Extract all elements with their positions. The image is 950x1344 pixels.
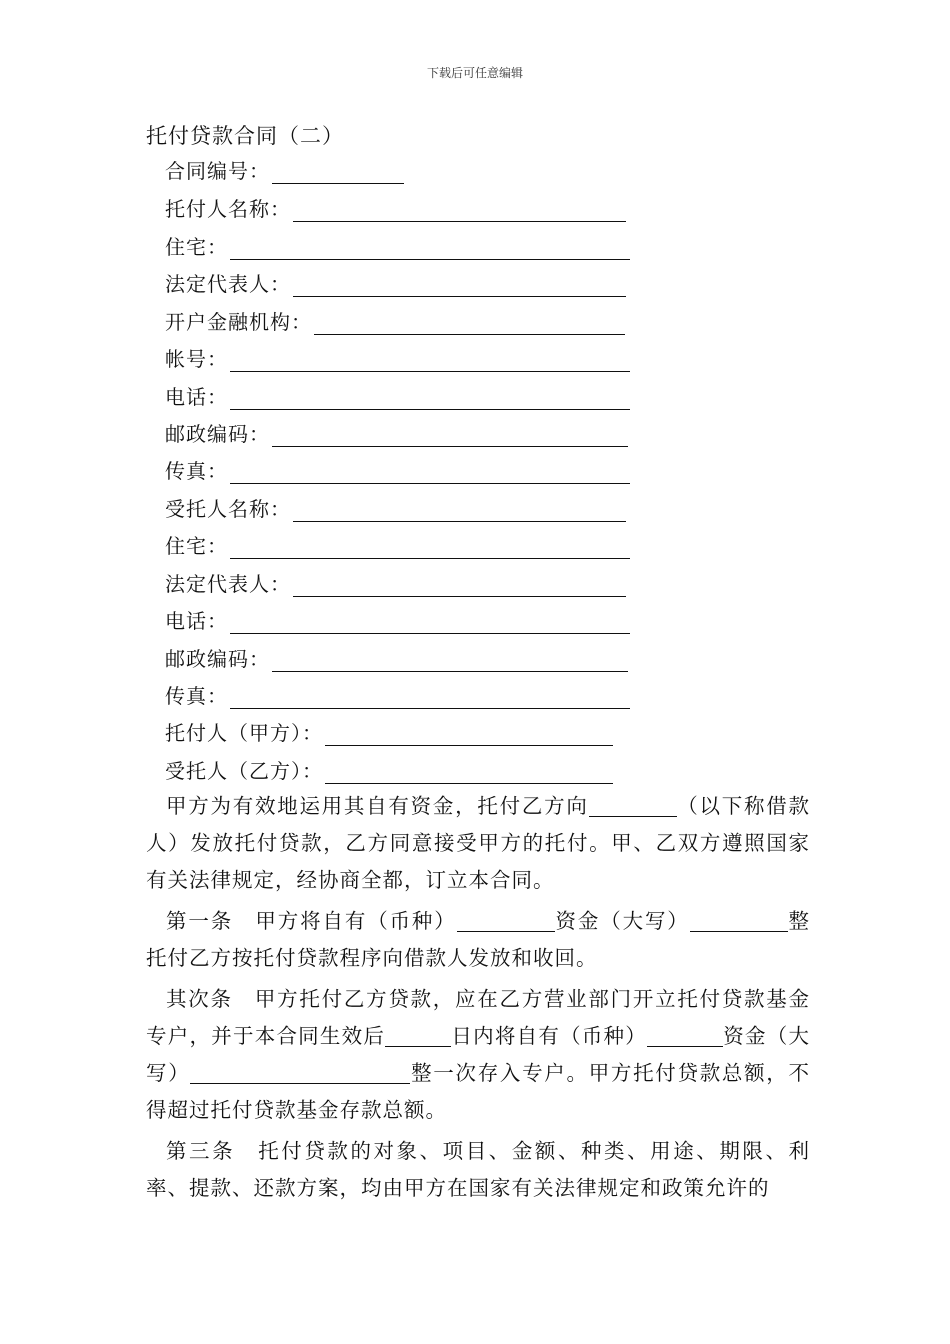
field-party-a [165, 716, 613, 746]
text-run: 日内将自有（币种） [451, 1024, 648, 1048]
paragraph-article-3 [146, 1133, 810, 1207]
field-trustee-address [165, 529, 630, 559]
fill-in-line[interactable] [293, 499, 626, 522]
fill-in-line[interactable] [272, 161, 404, 184]
field-principal-fax [165, 454, 630, 484]
field-label: 受托人（乙方）： [165, 759, 323, 783]
paragraph-article-1 [146, 903, 810, 977]
text-run: 资金（大写） [554, 909, 690, 933]
fill-in-line[interactable] [230, 349, 630, 372]
document-title: 托付贷款合同（二） [146, 124, 344, 148]
text-run: 甲方为有效地运用其自有资金，托付乙方向 [166, 794, 589, 818]
field-label: 法定代表人： [165, 572, 291, 596]
fill-in-line[interactable] [325, 761, 613, 784]
field-principal-address [165, 230, 630, 260]
fill-in-line[interactable] [293, 199, 626, 222]
field-trustee-legal-rep [165, 567, 626, 597]
paragraph-intro [146, 788, 810, 899]
fill-in-line[interactable] [230, 611, 630, 634]
contract-body [146, 788, 810, 1207]
fill-in-line[interactable] [293, 274, 626, 297]
header-note: 下载后可任意编辑 [426, 66, 523, 80]
fill-in-line[interactable] [230, 237, 630, 260]
field-label: 住宅： [165, 534, 228, 558]
field-label: 住宅： [165, 235, 228, 259]
field-trustee-fax [165, 679, 630, 709]
fill-in-blank[interactable] [589, 794, 677, 817]
fill-in-line[interactable] [272, 424, 628, 447]
field-label: 合同编号： [165, 159, 270, 183]
field-label: 邮政编码： [165, 422, 270, 446]
field-principal-postcode [165, 417, 628, 447]
text-run: 整一次存入专户。甲方托付贷款总额，不得超过托付贷款基金存款总额。 [146, 1061, 811, 1122]
field-label: 传真： [165, 684, 228, 708]
fill-in-blank[interactable] [385, 1024, 451, 1047]
field-party-b [165, 754, 613, 784]
fill-in-blank[interactable] [647, 1024, 723, 1047]
field-label: 受托人名称： [165, 497, 291, 521]
field-label: 托付人名称： [165, 197, 291, 221]
fill-in-line[interactable] [230, 387, 630, 410]
field-principal-bank [165, 305, 625, 335]
fill-in-line[interactable] [230, 686, 630, 709]
fill-in-line[interactable] [272, 649, 628, 672]
field-principal-phone [165, 380, 630, 410]
field-trustee-postcode [165, 642, 628, 672]
field-label: 法定代表人： [165, 272, 291, 296]
text-run: 第三条 托付贷款的对象、项目、金额、种类、用途、期限、利率、提款、还款方案，均由甲方在国家有关法律规定和政策允许的 [146, 1139, 810, 1200]
fill-in-blank[interactable] [190, 1061, 410, 1084]
text-run: 其次条 甲方托付乙方贷款，应在乙方营业部门开立托付贷款基金专户，并于本合同生效后 [146, 987, 810, 1048]
fill-in-line[interactable] [293, 574, 626, 597]
fill-in-line[interactable] [230, 461, 630, 484]
paragraph-article-2 [146, 981, 810, 1129]
fill-in-line[interactable] [230, 536, 630, 559]
field-label: 电话： [165, 609, 228, 633]
fill-in-line[interactable] [314, 312, 625, 335]
field-label: 传真： [165, 459, 228, 483]
text-run: 第一条 甲方将自有（币种） [166, 909, 457, 933]
text-run: 整托付乙方按托付贷款程序向借款人发放和收回。 [146, 909, 811, 970]
fill-in-blank[interactable] [457, 909, 555, 932]
field-principal-account [165, 342, 630, 372]
field-label: 帐号： [165, 347, 228, 371]
text-run: 资金（大写） [146, 1024, 811, 1085]
field-label: 电话： [165, 385, 228, 409]
field-trustee-name [165, 492, 626, 522]
field-label: 邮政编码： [165, 647, 270, 671]
text-run: （以下称借款人）发放托付贷款，乙方同意接受甲方的托付。甲、乙双方遵照国家有关法律规定，经协商全都，订立本合同。 [146, 794, 811, 892]
field-principal-name [165, 192, 626, 222]
field-trustee-phone [165, 604, 630, 634]
fill-in-line[interactable] [325, 723, 613, 746]
field-label: 开户金融机构： [165, 310, 312, 334]
field-principal-legal-rep [165, 267, 626, 297]
field-label: 托付人（甲方）： [165, 721, 323, 745]
field-contract-number [165, 154, 404, 184]
fill-in-blank[interactable] [690, 909, 788, 932]
